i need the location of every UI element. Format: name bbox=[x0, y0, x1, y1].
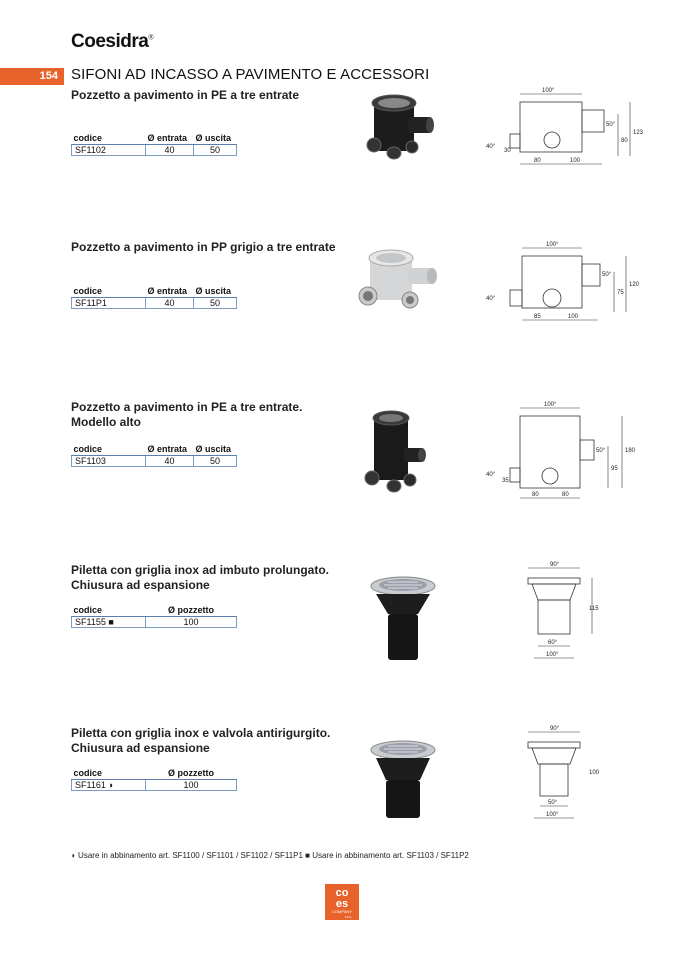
col-header-codice: codice bbox=[72, 443, 146, 456]
dim-mid: 95 bbox=[611, 466, 618, 472]
dimension-diagram bbox=[482, 236, 647, 326]
dim-total: 180 bbox=[625, 448, 636, 454]
dim-left-d: 40° bbox=[486, 296, 496, 302]
dim-b2: 100 bbox=[568, 314, 579, 320]
dim-b2: 100 bbox=[570, 158, 581, 164]
dim-b1: 80 bbox=[532, 492, 539, 498]
cell-uscita: 50 bbox=[194, 298, 237, 309]
dim-left-h: 30 bbox=[504, 148, 511, 154]
cell-entrata: 40 bbox=[146, 456, 194, 467]
product-title-line2: Chiusura ad espansione bbox=[71, 578, 210, 592]
dimension-diagram bbox=[508, 556, 608, 664]
product-title bbox=[71, 400, 302, 430]
brand-logo bbox=[71, 31, 153, 53]
dim-left-d: 40° bbox=[486, 472, 496, 478]
dim-right: 50° bbox=[606, 122, 616, 128]
dim-b1: 85 bbox=[534, 314, 541, 320]
spec-table bbox=[71, 285, 237, 309]
col-header-uscita: Ø uscita bbox=[194, 285, 237, 298]
col-header-codice: codice bbox=[72, 132, 146, 145]
dim-height: 100 bbox=[589, 770, 600, 776]
dim-right: 50° bbox=[596, 448, 606, 454]
dim-top: 90° bbox=[550, 726, 560, 732]
product-photo bbox=[352, 246, 442, 318]
cell-code: SF1161 ◗ bbox=[72, 780, 146, 791]
product-title-line1: Pozzetto a pavimento in PE a tre entrate. bbox=[71, 400, 303, 414]
cell-pozzetto: 100 bbox=[146, 617, 237, 628]
product-title-line1: Piletta con griglia inox e valvola antirigurgito. bbox=[71, 726, 331, 740]
product-photo bbox=[360, 408, 430, 496]
cell-entrata: 40 bbox=[146, 298, 194, 309]
dim-left-d: 40° bbox=[486, 144, 496, 150]
col-header-codice: codice bbox=[72, 604, 146, 617]
dim-mid: 80 bbox=[621, 138, 628, 144]
product-title: Pozzetto a pavimento in PE a tre entrate bbox=[71, 88, 300, 102]
cell-code: SF1155 ■ bbox=[72, 617, 146, 628]
col-header-entrata: Ø entrata bbox=[146, 132, 194, 145]
spec-table bbox=[71, 604, 237, 628]
dimension-diagram bbox=[508, 720, 608, 824]
col-header-entrata: Ø entrata bbox=[146, 285, 194, 298]
dim-b1: 80 bbox=[534, 158, 541, 164]
col-header-uscita: Ø uscita bbox=[194, 443, 237, 456]
table-row bbox=[72, 298, 237, 309]
product-title bbox=[71, 563, 329, 593]
table-row bbox=[72, 456, 237, 467]
product-photo bbox=[368, 738, 438, 824]
product-title-line1: Piletta con griglia inox ad imbuto prolungato. bbox=[71, 563, 330, 577]
cell-uscita: 50 bbox=[194, 145, 237, 156]
logo-line2: es bbox=[335, 898, 349, 910]
dim-inner: 60° bbox=[548, 640, 558, 646]
company-logo bbox=[325, 884, 359, 920]
logo-line4: S.R.L. bbox=[344, 915, 353, 919]
dim-total: 123 bbox=[633, 130, 644, 136]
product-title bbox=[71, 726, 330, 756]
section-title: SIFONI AD INCASSO A PAVIMENTO E ACCESSORI bbox=[71, 66, 430, 83]
cell-code: SF11P1 bbox=[72, 298, 146, 309]
dim-right: 50° bbox=[602, 272, 612, 278]
col-header-codice: codice bbox=[72, 767, 146, 780]
logo-line1: co bbox=[335, 887, 349, 899]
product-title-line2: Chiusura ad espansione bbox=[71, 741, 210, 755]
dim-b2: 80 bbox=[562, 492, 569, 498]
dim-left-h: 35 bbox=[502, 478, 509, 484]
page-number: 154 bbox=[0, 68, 64, 85]
cell-entrata: 40 bbox=[146, 145, 194, 156]
cell-code: SF1102 bbox=[72, 145, 146, 156]
col-header-codice: codice bbox=[72, 285, 146, 298]
col-header-entrata: Ø entrata bbox=[146, 443, 194, 456]
dim-height: 115 bbox=[589, 606, 599, 612]
brand-mark: ® bbox=[148, 34, 153, 42]
dim-top: 100° bbox=[542, 88, 555, 94]
col-header-pozzetto: Ø pozzetto bbox=[146, 767, 237, 780]
product-photo bbox=[360, 93, 440, 165]
logo-line3: COMPANY bbox=[332, 909, 352, 914]
dim-inner: 50° bbox=[548, 800, 558, 806]
brand-name: Coesidra bbox=[71, 31, 149, 52]
cell-code: SF1103 bbox=[72, 456, 146, 467]
footnote: ◗ Usare in abbinamento art. SF1100 / SF1101 / SF1102 / SF11P1 ■ Usare in abbinamento art. SF1103 / SF11P2 bbox=[71, 851, 469, 860]
col-header-pozzetto: Ø pozzetto bbox=[146, 604, 237, 617]
product-photo bbox=[368, 574, 438, 666]
table-row bbox=[72, 780, 237, 791]
dim-outer: 100° bbox=[546, 812, 559, 818]
dim-top: 100° bbox=[544, 402, 557, 408]
dim-mid: 75 bbox=[617, 290, 624, 296]
product-title: Pozzetto a pavimento in PP grigio a tre entrate bbox=[71, 240, 336, 254]
dimension-diagram bbox=[482, 396, 647, 508]
dim-top: 90° bbox=[550, 562, 560, 568]
table-row bbox=[72, 145, 237, 156]
spec-table bbox=[71, 767, 237, 791]
dim-outer: 100° bbox=[546, 652, 559, 658]
col-header-uscita: Ø uscita bbox=[194, 132, 237, 145]
table-row bbox=[72, 617, 237, 628]
spec-table bbox=[71, 132, 237, 156]
dim-top: 100° bbox=[546, 242, 559, 248]
spec-table bbox=[71, 443, 237, 467]
dim-total: 120 bbox=[629, 282, 640, 288]
dimension-diagram bbox=[482, 84, 647, 179]
cell-uscita: 50 bbox=[194, 456, 237, 467]
cell-pozzetto: 100 bbox=[146, 780, 237, 791]
product-title-line2: Modello alto bbox=[71, 415, 141, 429]
